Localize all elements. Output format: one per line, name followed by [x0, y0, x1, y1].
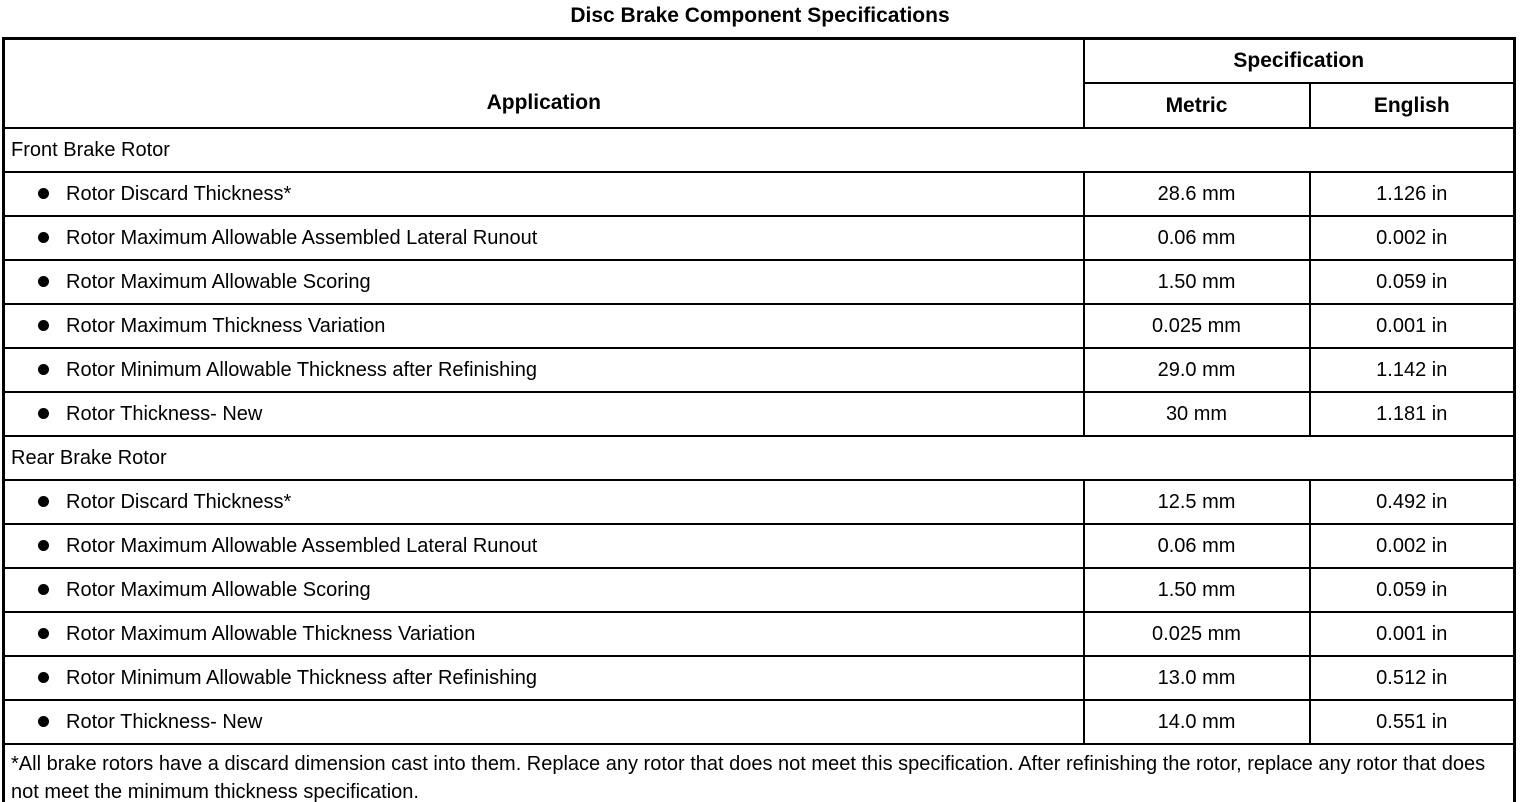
- english-value: 0.059 in: [1310, 568, 1515, 612]
- metric-value: 28.6 mm: [1084, 172, 1310, 216]
- metric-value: 14.0 mm: [1084, 700, 1310, 744]
- table-row: [4, 392, 1515, 436]
- table-row: [4, 656, 1515, 700]
- row-label: Rotor Discard Thickness*: [66, 490, 292, 513]
- english-value: 1.142 in: [1310, 348, 1515, 392]
- table-row: [4, 568, 1515, 612]
- table-row: [4, 304, 1515, 348]
- row-label: Rotor Minimum Allowable Thickness after Refinishing: [66, 666, 537, 689]
- english-value: 0.551 in: [1310, 700, 1515, 744]
- metric-value: 0.025 mm: [1084, 612, 1310, 656]
- bullet-icon: [38, 540, 49, 551]
- column-header-english: English: [1310, 83, 1515, 128]
- english-value: 0.001 in: [1310, 304, 1515, 348]
- metric-value: 1.50 mm: [1084, 260, 1310, 304]
- bullet-icon: [38, 716, 49, 727]
- bullet-icon: [38, 232, 49, 243]
- table-row: [4, 612, 1515, 656]
- row-label: Rotor Maximum Allowable Thickness Variation: [66, 622, 476, 645]
- metric-value: 0.025 mm: [1084, 304, 1310, 348]
- bullet-icon: [38, 364, 49, 375]
- spec-table: [2, 37, 1516, 802]
- row-label: Rotor Maximum Thickness Variation: [66, 314, 386, 337]
- table-row: [4, 524, 1515, 568]
- column-header-metric: Metric: [1084, 83, 1310, 128]
- row-label: Rotor Maximum Allowable Assembled Lateral Runout: [66, 534, 538, 557]
- table-row: [4, 172, 1515, 216]
- row-label: Rotor Maximum Allowable Assembled Lateral Runout: [66, 226, 538, 249]
- table-row: [4, 480, 1515, 524]
- column-header-specification: Specification: [1084, 39, 1515, 84]
- metric-value: 30 mm: [1084, 392, 1310, 436]
- english-value: 0.002 in: [1310, 524, 1515, 568]
- english-value: 0.492 in: [1310, 480, 1515, 524]
- english-value: 1.181 in: [1310, 392, 1515, 436]
- bullet-icon: [38, 672, 49, 683]
- metric-value: 12.5 mm: [1084, 480, 1310, 524]
- table-row: [4, 216, 1515, 260]
- metric-value: 0.06 mm: [1084, 216, 1310, 260]
- english-value: 0.001 in: [1310, 612, 1515, 656]
- section-title: Rear Brake Rotor: [4, 436, 1515, 480]
- table-row: [4, 260, 1515, 304]
- row-label: Rotor Discard Thickness*: [66, 182, 292, 205]
- section-title: Front Brake Rotor: [4, 128, 1515, 172]
- metric-value: 1.50 mm: [1084, 568, 1310, 612]
- section-row-front-brake-rotor: [4, 128, 1515, 172]
- bullet-icon: [38, 628, 49, 639]
- table-row: [4, 348, 1515, 392]
- metric-value: 29.0 mm: [1084, 348, 1310, 392]
- footnote-text: *All brake rotors have a discard dimension cast into them. Replace any rotor that does not meet this specification. After refinishing the rotor, replace any rotor that does not meet the minimum thickness specification.: [4, 744, 1515, 802]
- english-value: 0.059 in: [1310, 260, 1515, 304]
- row-label: Rotor Thickness- New: [66, 402, 263, 425]
- english-value: 0.512 in: [1310, 656, 1515, 700]
- bullet-icon: [38, 320, 49, 331]
- row-label: Rotor Maximum Allowable Scoring: [66, 270, 371, 293]
- page-title: Disc Brake Component Specifications: [570, 4, 950, 27]
- english-value: 1.126 in: [1310, 172, 1515, 216]
- english-value: 0.002 in: [1310, 216, 1515, 260]
- metric-value: 0.06 mm: [1084, 524, 1310, 568]
- bullet-icon: [38, 188, 49, 199]
- metric-value: 13.0 mm: [1084, 656, 1310, 700]
- row-label: Rotor Minimum Allowable Thickness after Refinishing: [66, 358, 537, 381]
- row-label: Rotor Maximum Allowable Scoring: [66, 578, 371, 601]
- table-row: [4, 700, 1515, 744]
- row-label: Rotor Thickness- New: [66, 710, 263, 733]
- bullet-icon: [38, 496, 49, 507]
- bullet-icon: [38, 408, 49, 419]
- bullet-icon: [38, 584, 49, 595]
- section-row-rear-brake-rotor: [4, 436, 1515, 480]
- column-header-application: Application: [4, 39, 1084, 129]
- bullet-icon: [38, 276, 49, 287]
- footnote-row: [4, 744, 1515, 802]
- header-row-1: [4, 39, 1515, 84]
